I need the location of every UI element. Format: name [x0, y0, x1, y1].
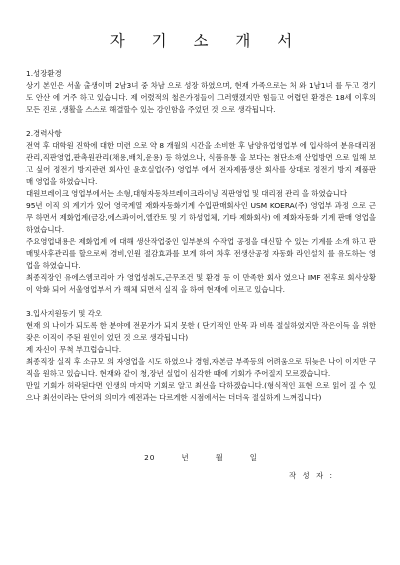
paragraph: 현재 의 나이가 되도록 한 분야에 전문가가 되지 못한 ( 단기적인 안목 과 비록 절실하였지만 작은이득 을 위한 잦은 이직이 주된 원인이 었던 것 으로 생각됩니다)	[26, 321, 376, 342]
date-year-prefix: 20	[144, 453, 156, 462]
section-heading: 2.경력사항	[26, 129, 62, 138]
author-line: 작 성 자 :	[289, 471, 334, 480]
signature-block	[26, 452, 376, 482]
date-day-unit: 일	[249, 453, 258, 462]
date-line	[26, 452, 376, 464]
paragraph: 전역 후 대학원 진학에 대한 미련 으로 약 8 개월의 시간을 소비한 후 남양유업영업부 에 입사하여 분유대리점 관리,직판영업,판촉원관리(채용,배치,운용) 등 하였으나, 식품유통 을 보다는 첨단소재 산업방면 으로 일해 보고 싶어 정전기 방지관련 회사인 윤호실업(주) 영업부 에서 전자제품생산 회사를 상대로 정전기 방지 제품판매 영업을 하였습니다.	[26, 141, 376, 186]
paragraph: 만일 기회가 허락된다면 인생의 마지막 기회로 알고 최선을 다하겠습니다.(형식적인 표현 으로 읽어 질 수 있으나 최선이라는 단어의 의미가 예전과는 다르게한 시점에서는 더더욱 절실하게 느껴집니다)	[26, 381, 376, 402]
section-upbringing	[26, 68, 376, 116]
paragraph: 최종직장 실직 후 소규모 의 자영업을 시도 하였으나 경험,자본금 부족등의 어려움으로 뒤늦은 나이 이지만 구직을 원하고 있습니다. 현재와 같이 청,장년 실업이 심각한 때에 기회가 주어질지 모르겠습니다.	[26, 357, 376, 378]
document-title: 자 기 소 개 서	[109, 32, 304, 50]
paragraph: 최종직장인 유에스엠코리아 가 영업성취도,근무조건 및 환경 등 이 만족한 회사 였으나 IMF 전후로 회사상황이 악화 되어 서울영업부서 가 해체 되면서 실직 을 하여 현재에 이르고 있습니다.	[26, 273, 376, 294]
section-heading: 3.입사지원동기 및 각오	[26, 309, 103, 318]
section-motivation	[26, 308, 376, 404]
date-year-unit: 년	[181, 453, 190, 462]
paragraph: 95년 이직 의 계기가 있어 영국계열 재화자동화기계 수입판매회사인 USM KOERA(주) 영업부 과정 으로 근무 하면서 제화업계(금강,에스콰이어,엘칸토 및 기 하성업체, 기타 제화회사) 에 제화자동화 기계 판매 영업을 하였습니다.	[26, 201, 376, 234]
paragraph: 대원브레이크 영업부에서는 소형,대형자동차브레이크라이닝 직판영업 및 대리점 관리 을 하였습니다	[26, 189, 348, 198]
date-month-unit: 월	[215, 453, 224, 462]
section-career	[26, 128, 376, 296]
paragraph: 주요영업내용은 제화업계 에 대해 생산작업중인 일부분의 수작업 공정을 대신할 수 있는 기계를 소개 하고 판매및사후관리를 할으로써 경비,인원 절감효과를 보게 하여 차후 전생산공정 자동화 라인설치 를 유도하는 영업을 하였습니다.	[26, 237, 376, 270]
paragraph: 상기 본인은 서울 출생이며 2남3녀 중 차남 으로 성장 하였으며, 현재 가족으로는 처 와 1남1녀 를 두고 경기도 안산 에 거주 하고 있습니다. 제 어렸적의 철은가정들이 그러했겠지만 힘들고 어렵던 환경은 18세 이후의 모든 진로 ,생활을 스스로 해결할수 있는 강인함을 주었던 것 으로 생각됩니다.	[26, 81, 376, 114]
paragraph: 제 자신이 무척 부끄럽습니다.	[26, 345, 122, 354]
section-heading: 1.성장환경	[26, 69, 62, 78]
